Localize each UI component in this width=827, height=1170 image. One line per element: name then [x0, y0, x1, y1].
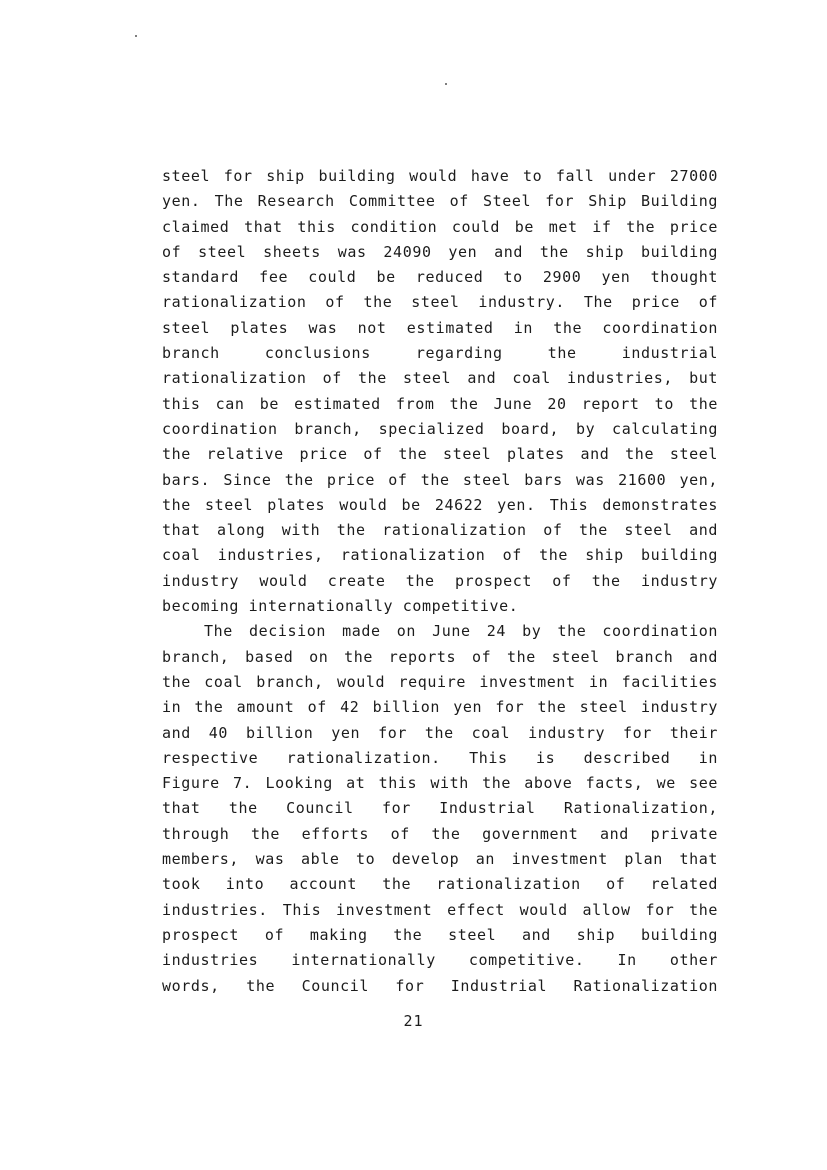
text-line: steel plates was not estimated in the coordination [162, 318, 718, 337]
text-line: respective rationalization. This is described in [162, 748, 718, 767]
text-line: coal industries, rationalization of the ship building [162, 546, 718, 565]
text-line: branch, based on the reports of the steel branch and [162, 647, 718, 666]
text-line: steel for ship building would have to fall under 27000 [162, 167, 718, 185]
text-line: Figure 7. Looking at this with the above facts, we see [162, 774, 718, 793]
text-line: claimed that this condition could be met if the price [162, 217, 718, 236]
text-line: of steel sheets was 24090 yen and the ship building [162, 242, 718, 261]
text-line: prospect of making the steel and ship building [162, 925, 718, 944]
scan-speck [135, 35, 137, 37]
text-line: members, was able to develop an investment plan that [162, 850, 718, 869]
text-line: industries. This investment effect would allow for the [162, 900, 718, 919]
text-line: words, the Council for Industrial Rationalization [162, 976, 718, 995]
text-line: coordination branch, specialized board, by calculating [162, 419, 718, 438]
text-line: bars. Since the price of the steel bars was 21600 yen, [162, 470, 718, 489]
text-line: The decision made on June 24 by the coordination [204, 622, 718, 641]
text-line: and 40 billion yen for the coal industry for their [162, 723, 718, 742]
text-line: that the Council for Industrial Rationalization, [162, 799, 718, 818]
text-line: the steel plates would be 24622 yen. This demonstrates [162, 495, 718, 514]
text-line: rationalization of the steel and coal industries, but [162, 369, 718, 388]
text-line: the relative price of the steel plates and the steel [162, 445, 718, 464]
page-number: 21 [403, 1012, 424, 1030]
text-line: took into account the rationalization of related [162, 875, 718, 894]
text-line: this can be estimated from the June 20 report to the [162, 394, 718, 413]
text-line: rationalization of the steel industry. The price of [162, 293, 718, 312]
text-line: standard fee could be reduced to 2900 yen thought [162, 268, 718, 287]
text-line: becoming internationally competitive. [162, 597, 519, 616]
body-text [162, 164, 718, 999]
text-line: industries internationally competitive. In other [162, 951, 718, 970]
scan-speck [445, 83, 447, 85]
text-line: industry would create the prospect of the industry [162, 571, 718, 590]
text-line: that along with the rationalization of the steel and [162, 521, 718, 540]
text-line: the coal branch, would require investment in facilities [162, 672, 718, 691]
text-line: yen. The Research Committee of Steel for Ship Building [162, 192, 718, 211]
text-line: branch conclusions regarding the industrial [162, 344, 718, 363]
text-line: in the amount of 42 billion yen for the steel industry [162, 698, 718, 717]
text-line: through the efforts of the government and private [162, 824, 718, 843]
